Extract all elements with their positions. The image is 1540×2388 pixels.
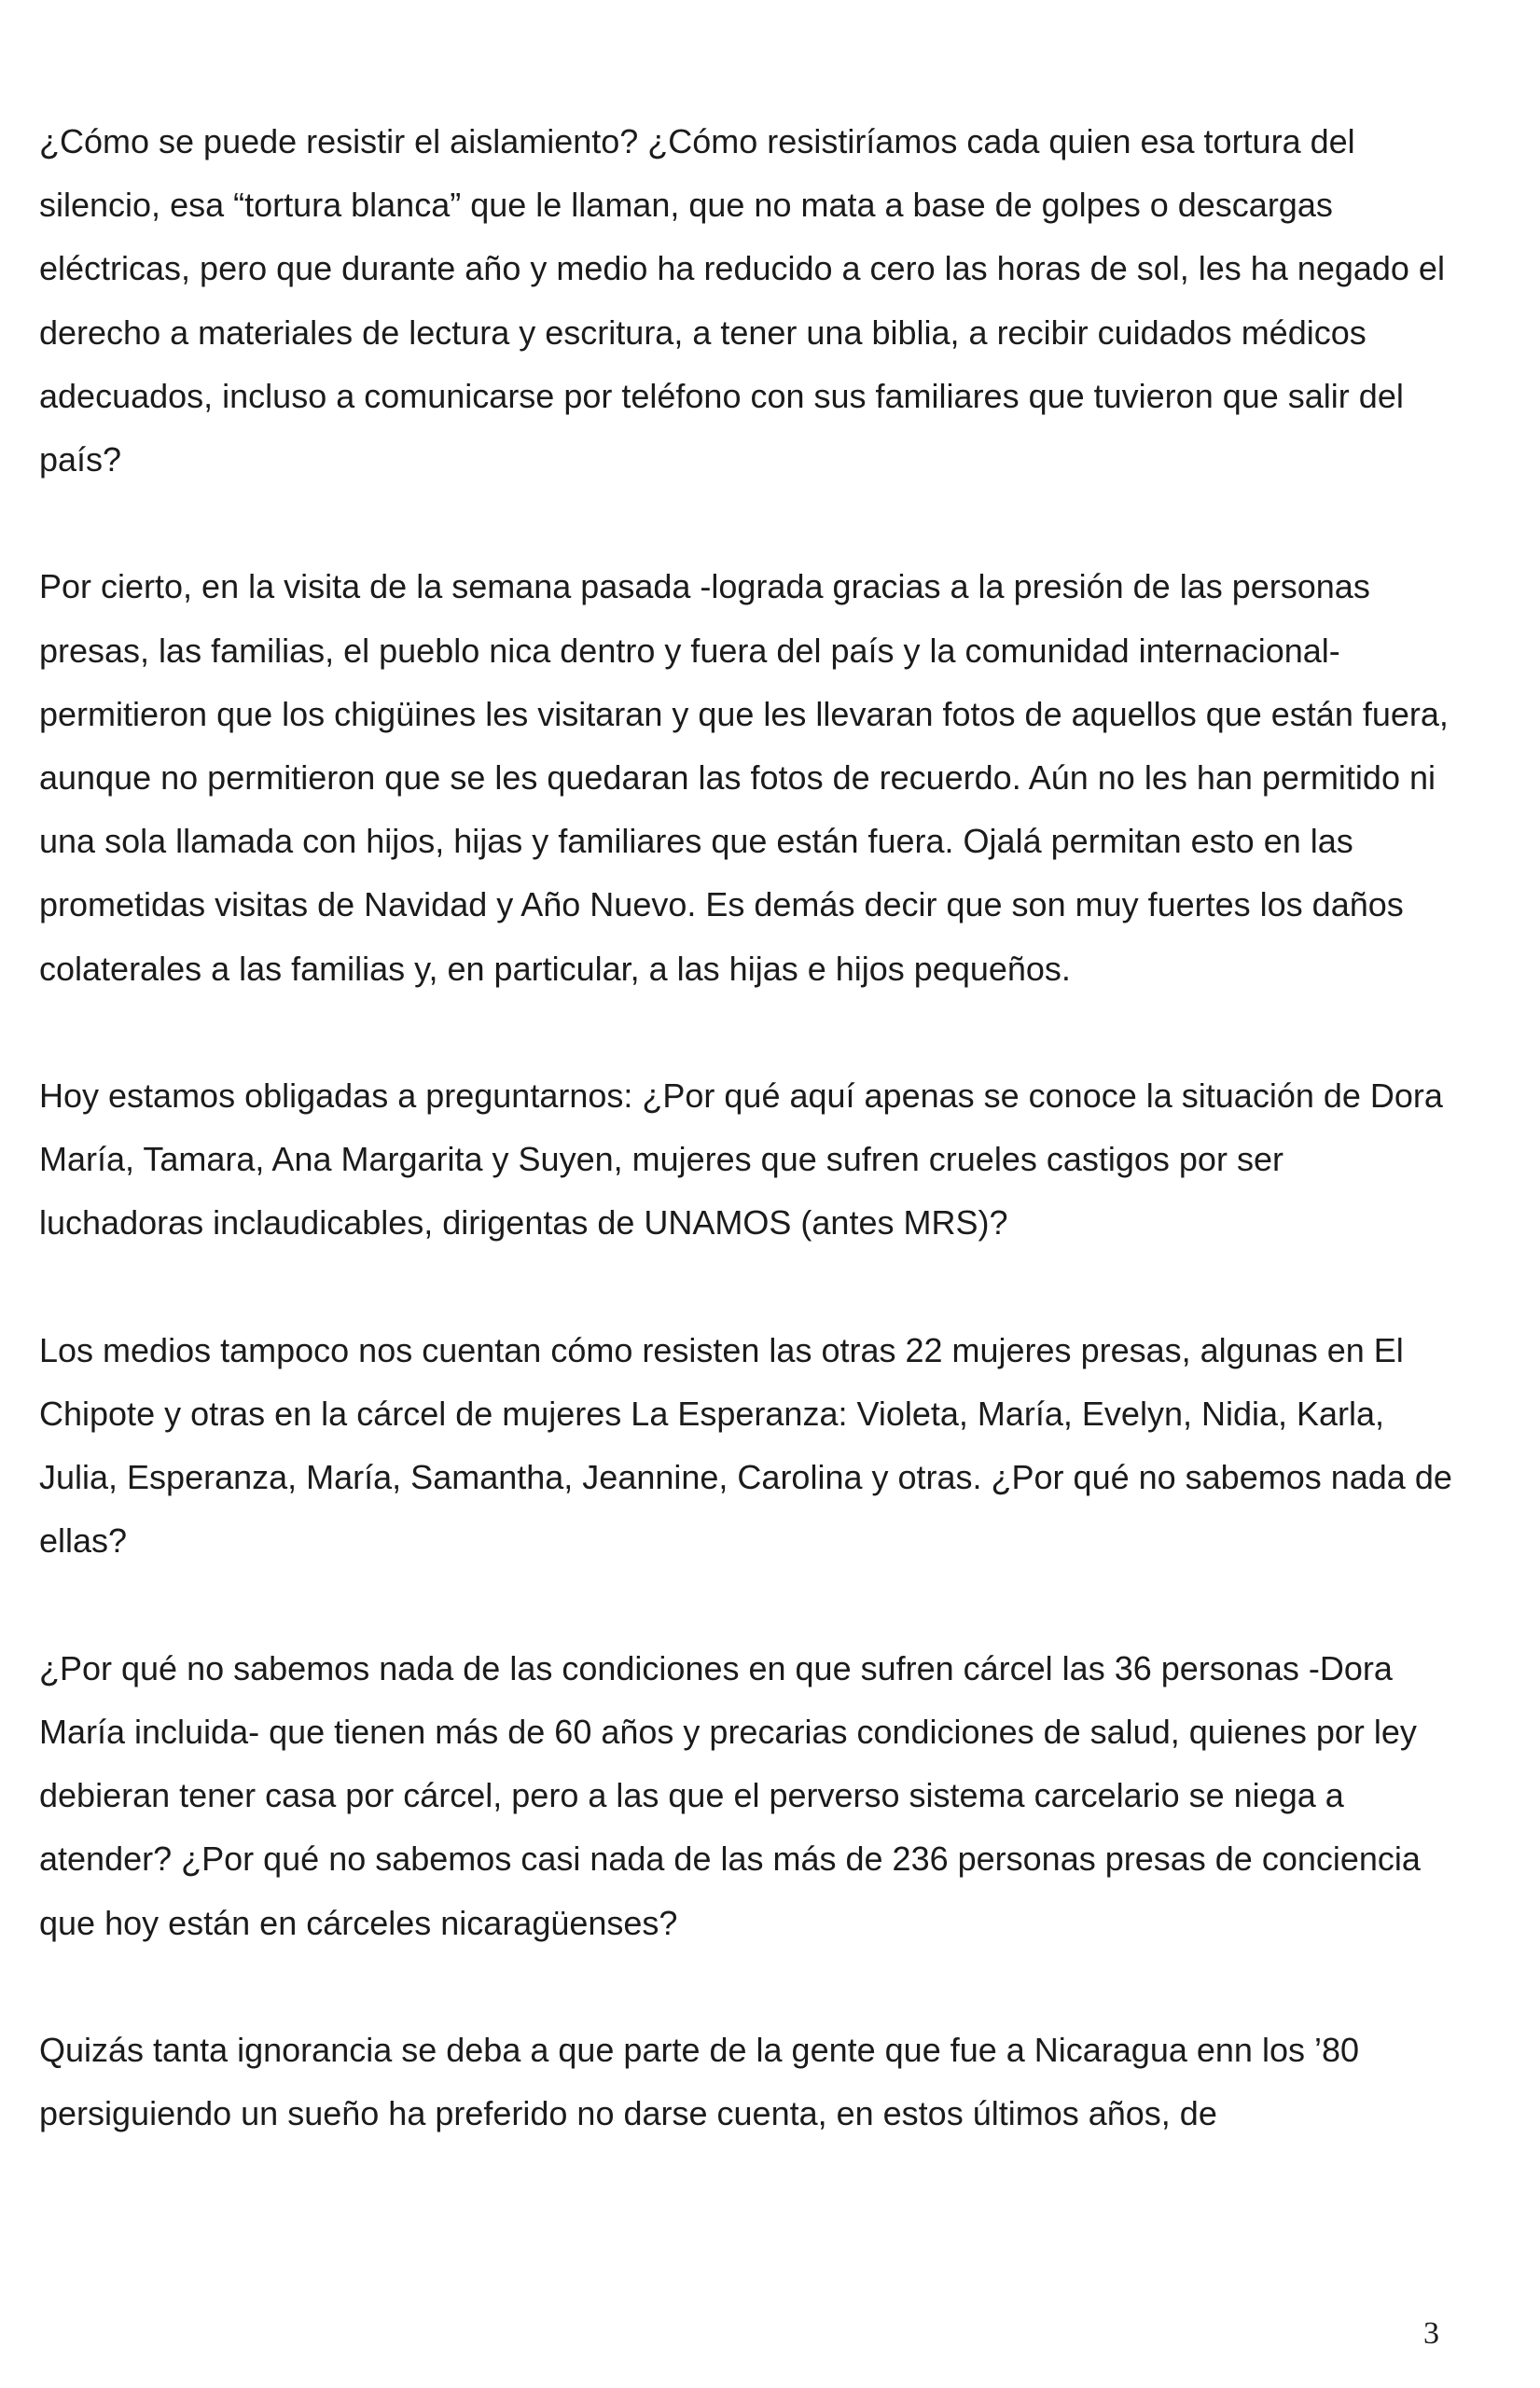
paragraph-3: Hoy estamos obligadas a preguntarnos: ¿Por qué aquí apenas se conoce la situación de Dora María, Tamara, Ana Margarita y Suyen, mujeres que sufren crueles castigos por ser luchadoras inclaudicables, dirigentas de UNAMOS (antes MRS)?: [39, 1076, 1443, 1243]
paragraph-2: Por cierto, en la visita de la semana pasada -lograda gracias a la presión de las personas presas, las familias, el pueblo nica dentro y fuera del país y la comunidad internacional- permitieron que los chigüines les visitaran y que les llevaran fotos de aquellos que están fuera, aunque no permitieron que se les quedaran las fotos de recuerdo. Aún no les han permitido ni una sola llamada con hijos, hijas y familiares que están fuera. Ojalá permitan esto en las prometidas visitas de Navidad y Año Nuevo. Es demás decir que son muy fuertes los daños colaterales a las familias y, en particular, a las hijas e hijos pequeños.: [39, 567, 1449, 988]
paragraph-4: Los medios tampoco nos cuentan cómo resisten las otras 22 mujeres presas, algunas en El Chipote y otras en la cárcel de mujeres La Esperanza: Violeta, María, Evelyn, Nidia, Karla, Julia, Esperanza, María, Samantha, Jeannine, Carolina y otras. ¿Por qué no sabemos nada de ellas?: [39, 1330, 1452, 1561]
page-number: 3: [1423, 2316, 1439, 2351]
body-text: [39, 110, 1457, 2210]
paragraph-5: ¿Por qué no sabemos nada de las condiciones en que sufren cárcel las 36 personas -Dora María incluida- que tienen más de 60 años y precarias condiciones de salud, quienes por ley debieran tener casa por cárcel, pero a las que el perverso sistema carcelario se niega a atender? ¿Por qué no sabemos casi nada de las más de 236 personas presas de conciencia que hoy están en cárceles nicaragüenses?: [39, 1648, 1421, 1942]
paragraph-6: Quizás tanta ignorancia se deba a que parte de la gente que fue a Nicaragua enn los ’80 persiguiendo un sueño ha preferido no darse cuenta, en estos últimos años, de: [39, 2031, 1360, 2133]
paragraph-1: ¿Cómo se puede resistir el aislamiento? ¿Cómo resistiríamos cada quien esa tortura del silencio, esa “tortura blanca” que le llaman, que no mata a base de golpes o descargas eléctricas, pero que durante año y medio ha reducido a cero las horas de sol, les ha negado el derecho a materiales de lectura y escritura, a tener una biblia, a recibir cuidados médicos adecuados, incluso a comunicarse por teléfono con sus familiares que tuvieron que salir del país?: [39, 122, 1445, 479]
